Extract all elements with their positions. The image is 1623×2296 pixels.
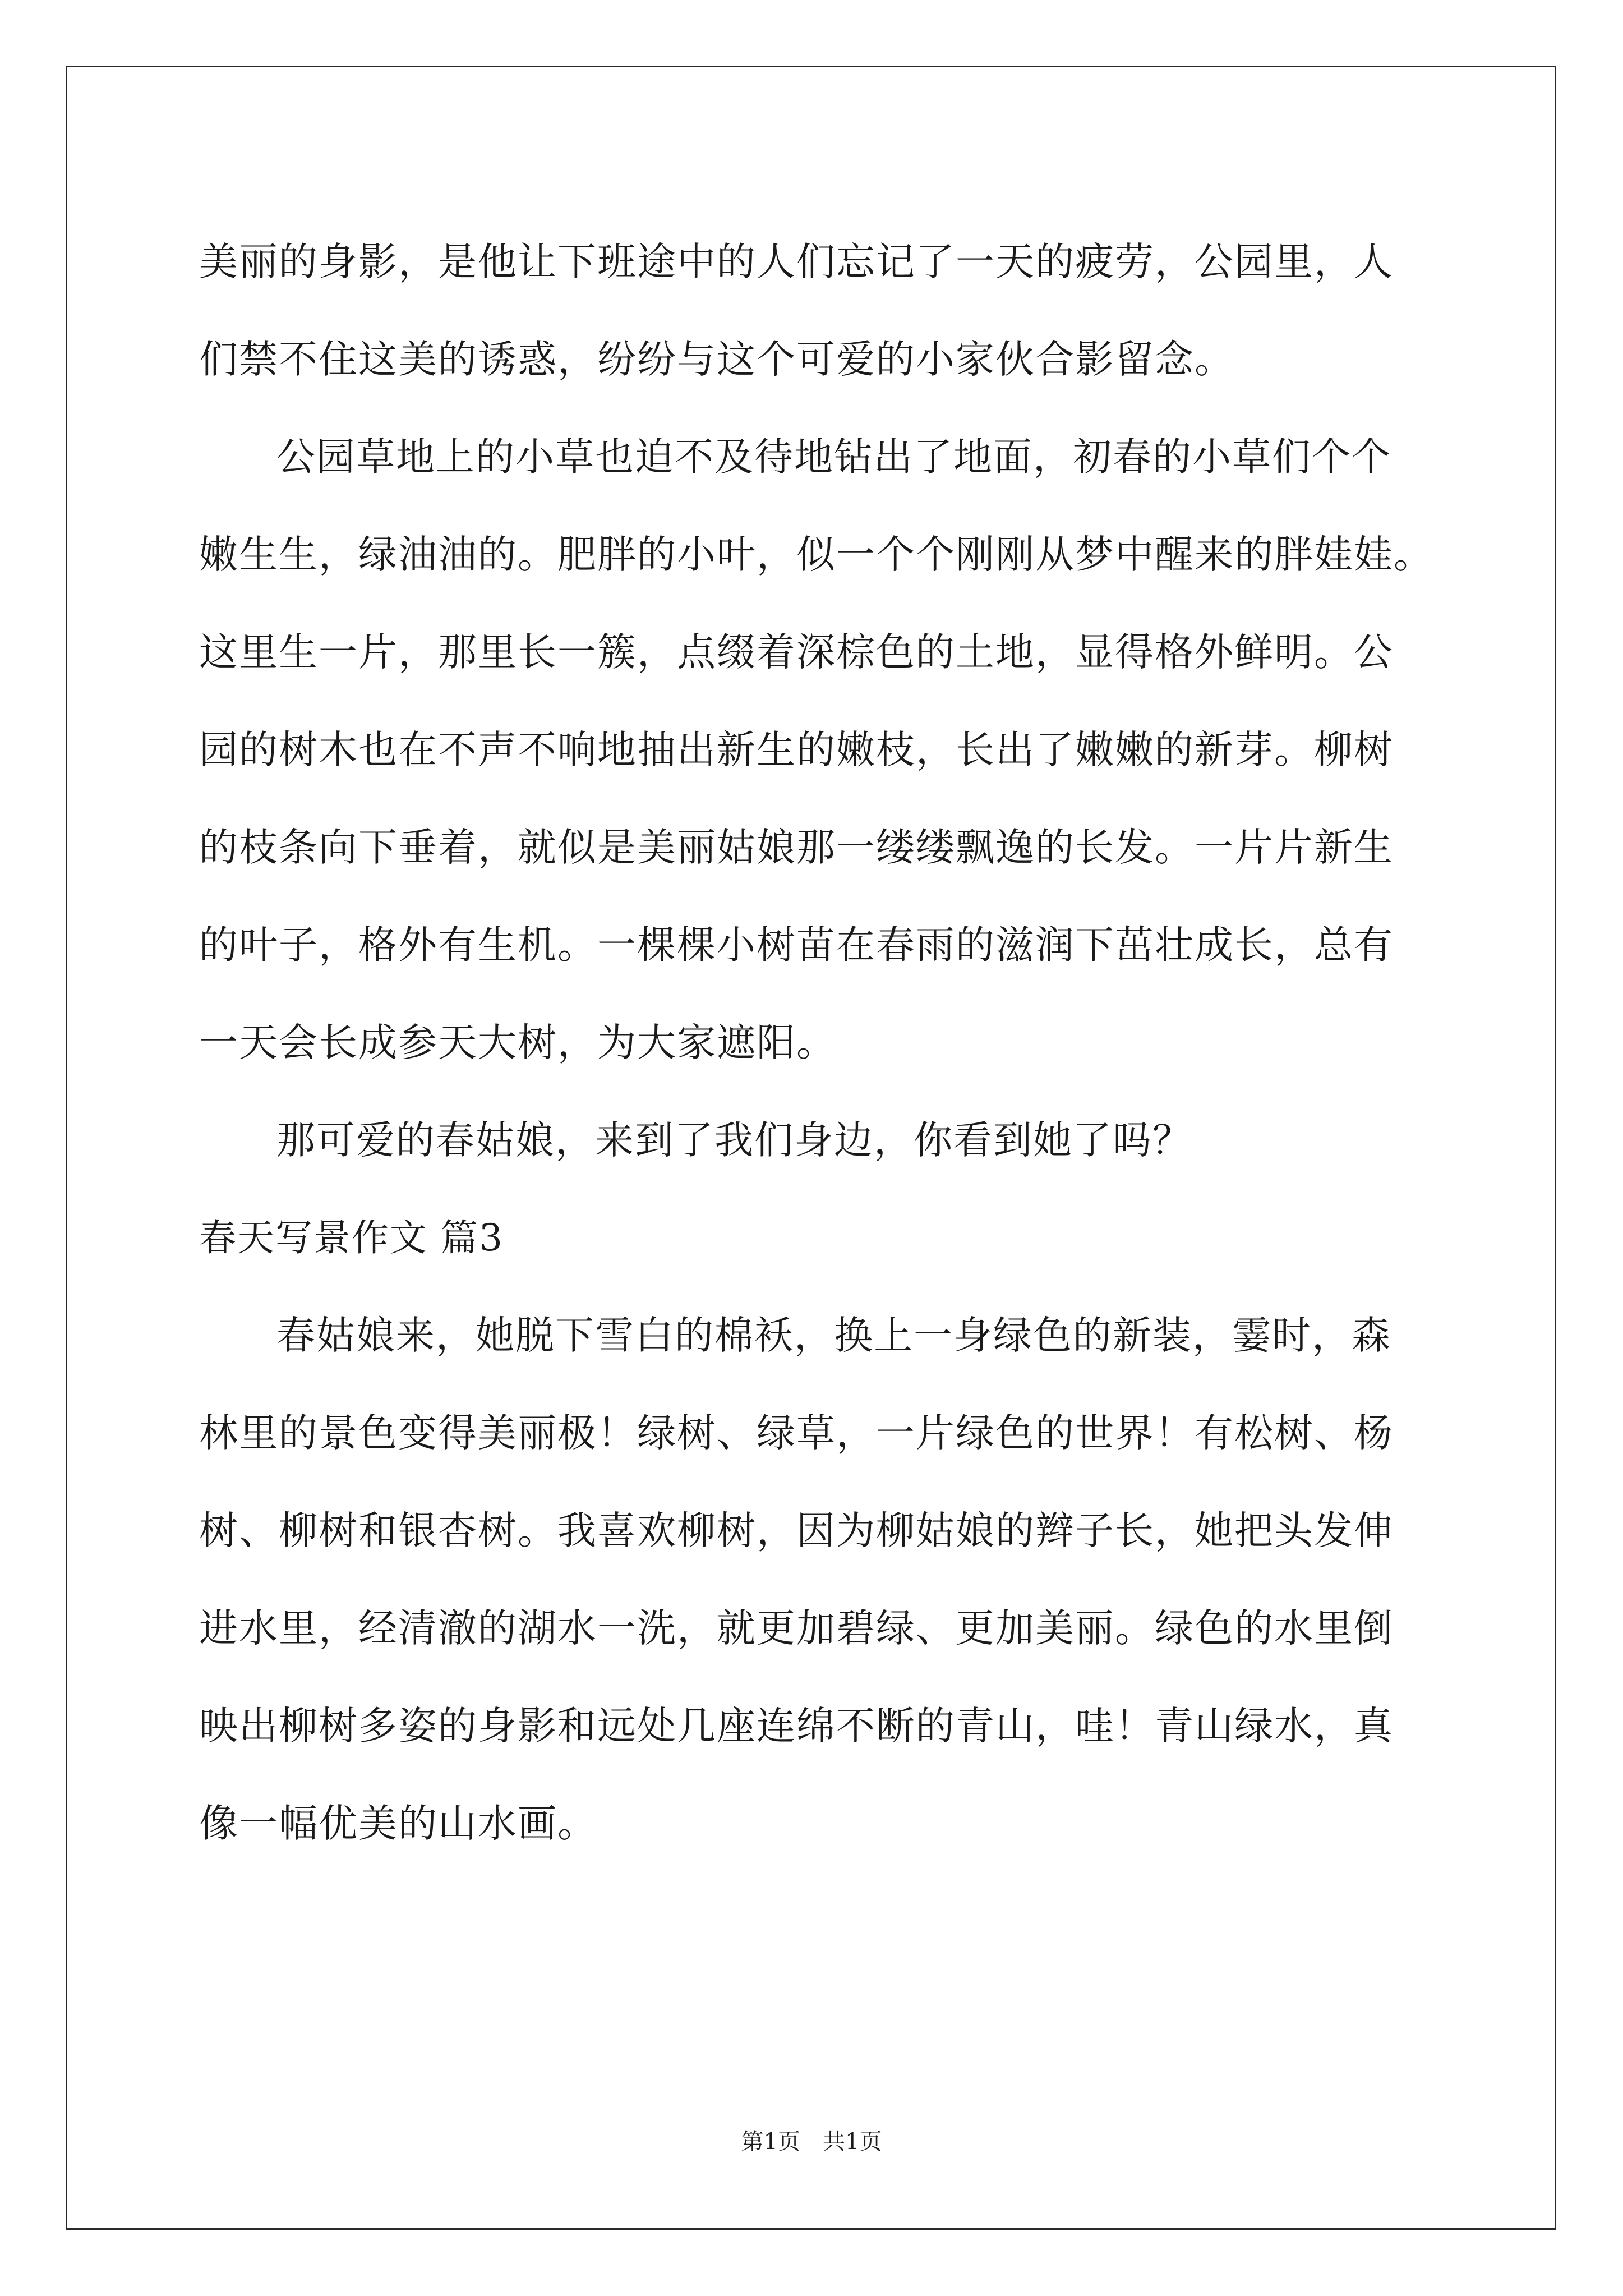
text-line: 美丽的身影，是他让下班途中的人们忘记了一天的疲劳，公园里，人: [199, 240, 1394, 284]
text-line: 这里生一片，那里长一簇，点缀着深棕色的土地，显得格外鲜明。公: [199, 630, 1394, 675]
section-heading: 春天写景作文 篇3: [199, 1216, 504, 1259]
text-line: 一天会长成参天大树，为大家遮阳。: [199, 1020, 836, 1065]
paragraph-start-line: 那可爱的春姑娘，来到了我们身边，你看到她了吗？: [276, 1118, 1192, 1163]
text-line: 嫩生生，绿油油的。肥胖的小叶，似一个个刚刚从梦中醒来的胖娃娃。: [199, 532, 1433, 577]
page-number-current: 第1页: [741, 2129, 800, 2155]
text-line: 进水里，经清澈的湖水一洗，就更加碧绿、更加美丽。绿色的水里倒: [199, 1606, 1394, 1651]
text-line: 的枝条向下垂着，就似是美丽姑娘那一缕缕飘逸的长发。一片片新生: [199, 825, 1394, 870]
page-number-total: 共1页: [823, 2129, 882, 2155]
text-line: 像一幅优美的山水画。: [199, 1801, 597, 1846]
text-line: 映出柳树多姿的身影和远处几座连绵不断的青山，哇！青山绿水，真: [199, 1704, 1394, 1749]
text-line: 园的树木也在不声不响地抽出新生的嫩枝，长出了嫩嫩的新芽。柳树: [199, 728, 1394, 772]
text-line: 树、柳树和银杏树。我喜欢柳树，因为柳姑娘的辫子长，她把头发伸: [199, 1508, 1394, 1553]
paragraph-start-line: 公园草地上的小草也迫不及待地钻出了地面，初春的小草们个个: [276, 435, 1391, 480]
text-line: 林里的景色变得美丽极！绿树、绿草，一片绿色的世界！有松树、杨: [199, 1411, 1394, 1456]
paragraph-start-line: 春姑娘来，她脱下雪白的棉袄，换上一身绿色的新装，霎时，森: [276, 1313, 1391, 1358]
document-body: [199, 213, 1433, 1872]
text-line: 的叶子，格外有生机。一棵棵小树苗在春雨的滋润下茁壮成长，总有: [199, 923, 1394, 968]
text-line: 们禁不住这美的诱惑，纷纷与这个可爱的小家伙合影留念。: [199, 337, 1234, 382]
page-footer: [0, 2125, 1623, 2159]
